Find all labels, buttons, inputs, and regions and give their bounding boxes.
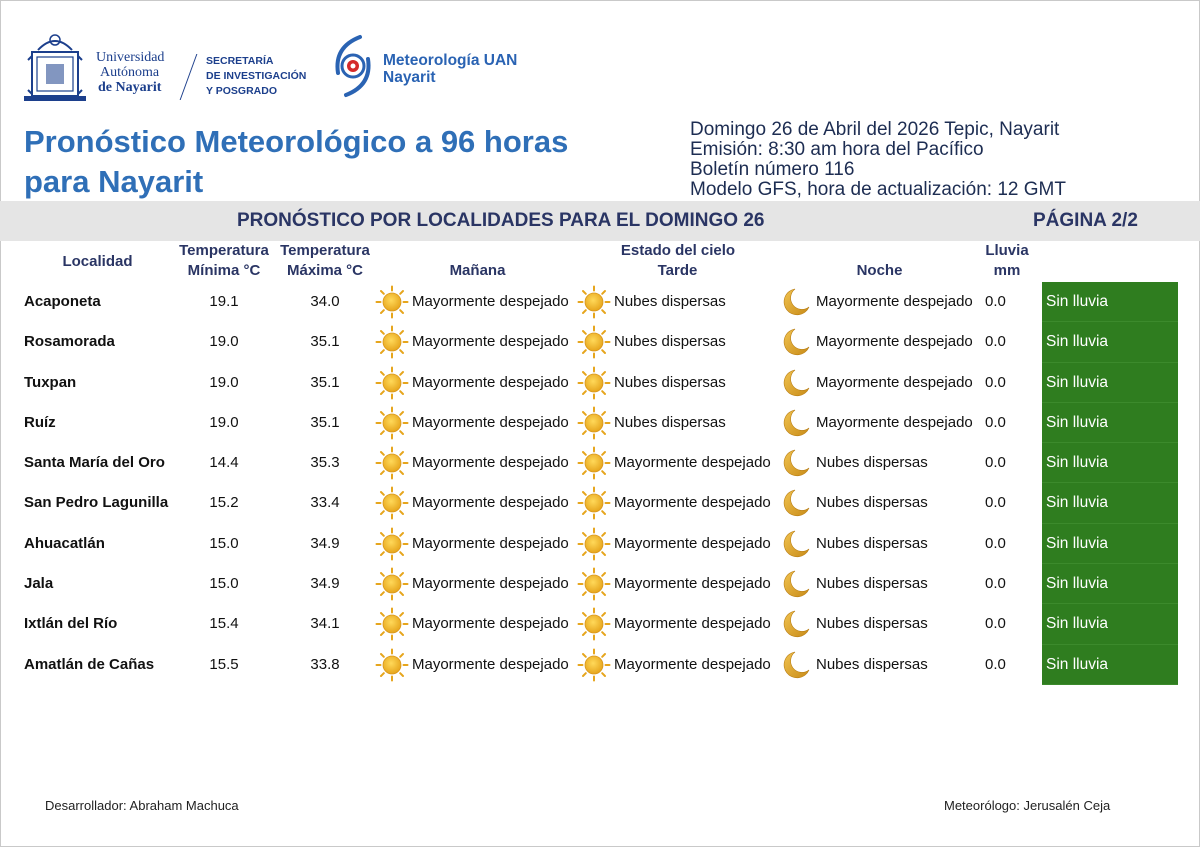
sky-night: Mayormente despejado: [816, 293, 973, 310]
sun-icon: [577, 607, 611, 641]
meteo-line-1: Meteorología UAN: [383, 52, 518, 69]
rain-mm: 0.0: [985, 494, 1006, 512]
sky-morning: Mayormente despejado: [412, 615, 569, 633]
sky-morning: Mayormente despejado: [412, 333, 569, 351]
rain-status-badge: Sin lluvia: [1042, 403, 1178, 443]
temp-min: 14.4: [209, 454, 239, 472]
sky-afternoon: Mayormente despejado: [614, 575, 771, 593]
sun-icon: [577, 527, 611, 561]
moon-icon: [779, 285, 813, 319]
table-row: [0, 483, 1200, 523]
title-line-1: Pronóstico Meteorológico a 96 horas: [24, 124, 569, 159]
moon-icon: [779, 527, 813, 561]
rain-status-badge: Sin lluvia: [1042, 524, 1178, 564]
sun-icon: [375, 366, 409, 400]
temp-min: 19.0: [209, 333, 239, 351]
sky-afternoon: Mayormente despejado: [614, 615, 771, 633]
header-tmin-line-1: Temperatura: [179, 242, 269, 259]
sky-night: Mayormente despejado: [816, 373, 973, 391]
locality-name: Ahuacatlán: [24, 534, 105, 552]
rain-mm: 0.0: [985, 655, 1006, 673]
locality-name: Amatlán de Cañas: [24, 655, 155, 673]
sky-night: Mayormente despejado: [816, 413, 973, 431]
sky-morning: Mayormente despejado: [412, 494, 569, 512]
header-tmax-line-2: Máxima °C: [286, 262, 364, 279]
sky-morning: Mayormente despejado: [412, 534, 569, 552]
locality-name: Jala: [24, 575, 54, 593]
sky-night: Nubes dispersas: [816, 575, 928, 593]
sun-icon: [375, 406, 409, 440]
rain-status-badge: Sin lluvia: [1042, 564, 1178, 604]
sun-icon: [375, 567, 409, 601]
sky-afternoon: Mayormente despejado: [614, 494, 771, 512]
title-line-2: para Nayarit: [24, 164, 204, 199]
sky-morning: Mayormente despejado: [412, 373, 569, 391]
sun-icon: [375, 486, 409, 520]
sun-icon: [577, 446, 611, 480]
temp-max: 35.3: [310, 454, 340, 472]
sky-night: Nubes dispersas: [816, 494, 928, 512]
meteorologia-logo-icon: [330, 33, 376, 99]
university-seal-icon: [20, 30, 90, 102]
sky-afternoon: Nubes dispersas: [614, 293, 726, 310]
sun-icon: [577, 406, 611, 440]
temp-max: 35.1: [310, 333, 340, 351]
temp-max: 35.1: [310, 373, 340, 391]
temp-max: 34.0: [310, 293, 340, 310]
sun-icon: [577, 567, 611, 601]
header-sky: Estado del cielo: [620, 242, 736, 259]
temp-max: 33.4: [310, 494, 340, 512]
moon-icon: [779, 607, 813, 641]
moon-icon: [779, 406, 813, 440]
locality-name: Acaponeta: [24, 293, 101, 310]
sun-icon: [577, 486, 611, 520]
table-row: [0, 604, 1200, 644]
header-tmax-line-1: Temperatura: [280, 242, 370, 259]
sky-afternoon: Nubes dispersas: [614, 373, 726, 391]
table-row: [0, 363, 1200, 403]
sun-icon: [577, 648, 611, 682]
sky-afternoon: Nubes dispersas: [614, 413, 726, 431]
table-row: [0, 403, 1200, 443]
header-tmin-line-2: Mínima °C: [187, 262, 261, 279]
sun-icon: [375, 607, 409, 641]
sky-morning: Mayormente despejado: [412, 575, 569, 593]
sky-night: Nubes dispersas: [816, 454, 928, 472]
rain-mm: 0.0: [985, 293, 1006, 310]
rain-mm: 0.0: [985, 534, 1006, 552]
moon-icon: [779, 325, 813, 359]
sky-morning: Mayormente despejado: [412, 413, 569, 431]
temp-max: 34.9: [310, 575, 340, 593]
sun-icon: [375, 648, 409, 682]
rain-status-badge: Sin lluvia: [1042, 443, 1178, 483]
locality-name: Rosamorada: [24, 333, 115, 351]
university-line-2: Autónoma: [100, 65, 160, 80]
rain-status-badge: Sin lluvia: [1042, 363, 1178, 403]
info-date: Domingo 26 de Abril del 2026 Tepic, Nayarit: [690, 119, 1060, 140]
locality-name: Ixtlán del Río: [24, 615, 118, 633]
rain-status-badge: Sin lluvia: [1042, 604, 1178, 644]
rain-status-badge: Sin lluvia: [1042, 645, 1178, 685]
footer-developer: Desarrollador: Abraham Machuca: [45, 798, 239, 813]
sun-icon: [577, 366, 611, 400]
info-bulletin-number: Boletín número 116: [690, 159, 855, 180]
secretaria-line-2: DE INVESTIGACIÓN: [206, 70, 307, 82]
info-model: Modelo GFS, hora de actualización: 12 GMT: [690, 179, 1066, 200]
university-name: [96, 50, 164, 95]
moon-icon: [779, 567, 813, 601]
moon-icon: [779, 486, 813, 520]
header-lluvia-line-2: mm: [993, 262, 1021, 279]
locality-name: Ruíz: [24, 413, 56, 431]
table-row: [0, 645, 1200, 685]
university-line-3: de Nayarit: [98, 80, 162, 95]
moon-icon: [779, 446, 813, 480]
sky-afternoon: Mayormente despejado: [614, 454, 771, 472]
page-title: [24, 122, 644, 202]
temp-max: 33.8: [310, 655, 340, 673]
sky-afternoon: Mayormente despejado: [614, 534, 771, 552]
sun-icon: [375, 325, 409, 359]
temp-max: 34.1: [310, 615, 340, 633]
sun-icon: [577, 325, 611, 359]
rain-mm: 0.0: [985, 454, 1006, 472]
temp-min: 15.0: [209, 575, 239, 593]
secretaria-line-3: Y POSGRADO: [206, 85, 277, 97]
sky-night: Nubes dispersas: [816, 534, 928, 552]
temp-max: 35.1: [310, 413, 340, 431]
moon-icon: [779, 366, 813, 400]
sky-morning: Mayormente despejado: [412, 454, 569, 472]
university-line-1: Universidad: [96, 50, 165, 65]
meteorologia-name: [383, 52, 517, 86]
rain-mm: 0.0: [985, 373, 1006, 391]
rain-status-badge: Sin lluvia: [1042, 483, 1178, 523]
header-lluvia-line-1: Lluvia: [985, 242, 1029, 259]
locality-name: San Pedro Lagunilla: [24, 494, 169, 512]
temp-min: 15.2: [209, 494, 239, 512]
sky-afternoon: Mayormente despejado: [614, 655, 771, 673]
header-lluvia: [972, 241, 1042, 281]
sky-morning: Mayormente despejado: [412, 655, 569, 673]
temp-min: 15.0: [209, 534, 239, 552]
locality-name: Santa María del Oro: [24, 454, 165, 472]
sun-icon: [577, 285, 611, 319]
sun-icon: [375, 527, 409, 561]
banner-title: PRONÓSTICO POR LOCALIDADES PARA EL DOMINGO 26: [237, 210, 765, 231]
header-localidad: Localidad: [62, 253, 133, 270]
meteo-line-2: Nayarit: [383, 69, 436, 86]
temp-min: 15.4: [209, 615, 239, 633]
rain-mm: 0.0: [985, 615, 1006, 633]
header-tmin: [174, 241, 274, 281]
header-logos: [20, 30, 560, 102]
sky-night: Mayormente despejado: [816, 333, 973, 351]
moon-icon: [779, 648, 813, 682]
table-row: [0, 443, 1200, 483]
temp-max: 34.9: [310, 534, 340, 552]
rain-mm: 0.0: [985, 413, 1006, 431]
header-noche: Noche: [856, 262, 903, 279]
page-indicator: PÁGINA 2/2: [1033, 210, 1138, 231]
sun-icon: [375, 285, 409, 319]
sky-afternoon: Nubes dispersas: [614, 333, 726, 351]
table-row: [0, 524, 1200, 564]
secretaria-line-1: SECRETARÍA: [206, 55, 274, 67]
info-emission: Emisión: 8:30 am hora del Pacífico: [690, 139, 984, 160]
rain-mm: 0.0: [985, 575, 1006, 593]
temp-min: 15.5: [209, 655, 239, 673]
footer-meteorologist: Meteorólogo: Jerusalén Ceja: [944, 798, 1111, 813]
sky-night: Nubes dispersas: [816, 615, 928, 633]
rain-status-badge: Sin lluvia: [1042, 322, 1178, 362]
header-tarde: Tarde: [657, 262, 698, 279]
table-row: [0, 282, 1200, 322]
temp-min: 19.0: [209, 373, 239, 391]
header-tmax: [275, 241, 375, 281]
header-manana: Mañana: [449, 262, 506, 279]
forecast-table: [0, 282, 1200, 685]
secretaria-name: [206, 54, 306, 99]
rain-status-badge: Sin lluvia: [1042, 282, 1178, 322]
sky-night: Nubes dispersas: [816, 655, 928, 673]
table-row: [0, 564, 1200, 604]
table-row: [0, 322, 1200, 362]
logo-divider: [180, 54, 198, 100]
sky-morning: Mayormente despejado: [412, 293, 569, 310]
rain-mm: 0.0: [985, 333, 1006, 351]
temp-min: 19.1: [209, 293, 239, 310]
temp-min: 19.0: [209, 413, 239, 431]
bulletin-info: [690, 120, 1170, 200]
sun-icon: [375, 446, 409, 480]
locality-name: Tuxpan: [24, 373, 77, 391]
